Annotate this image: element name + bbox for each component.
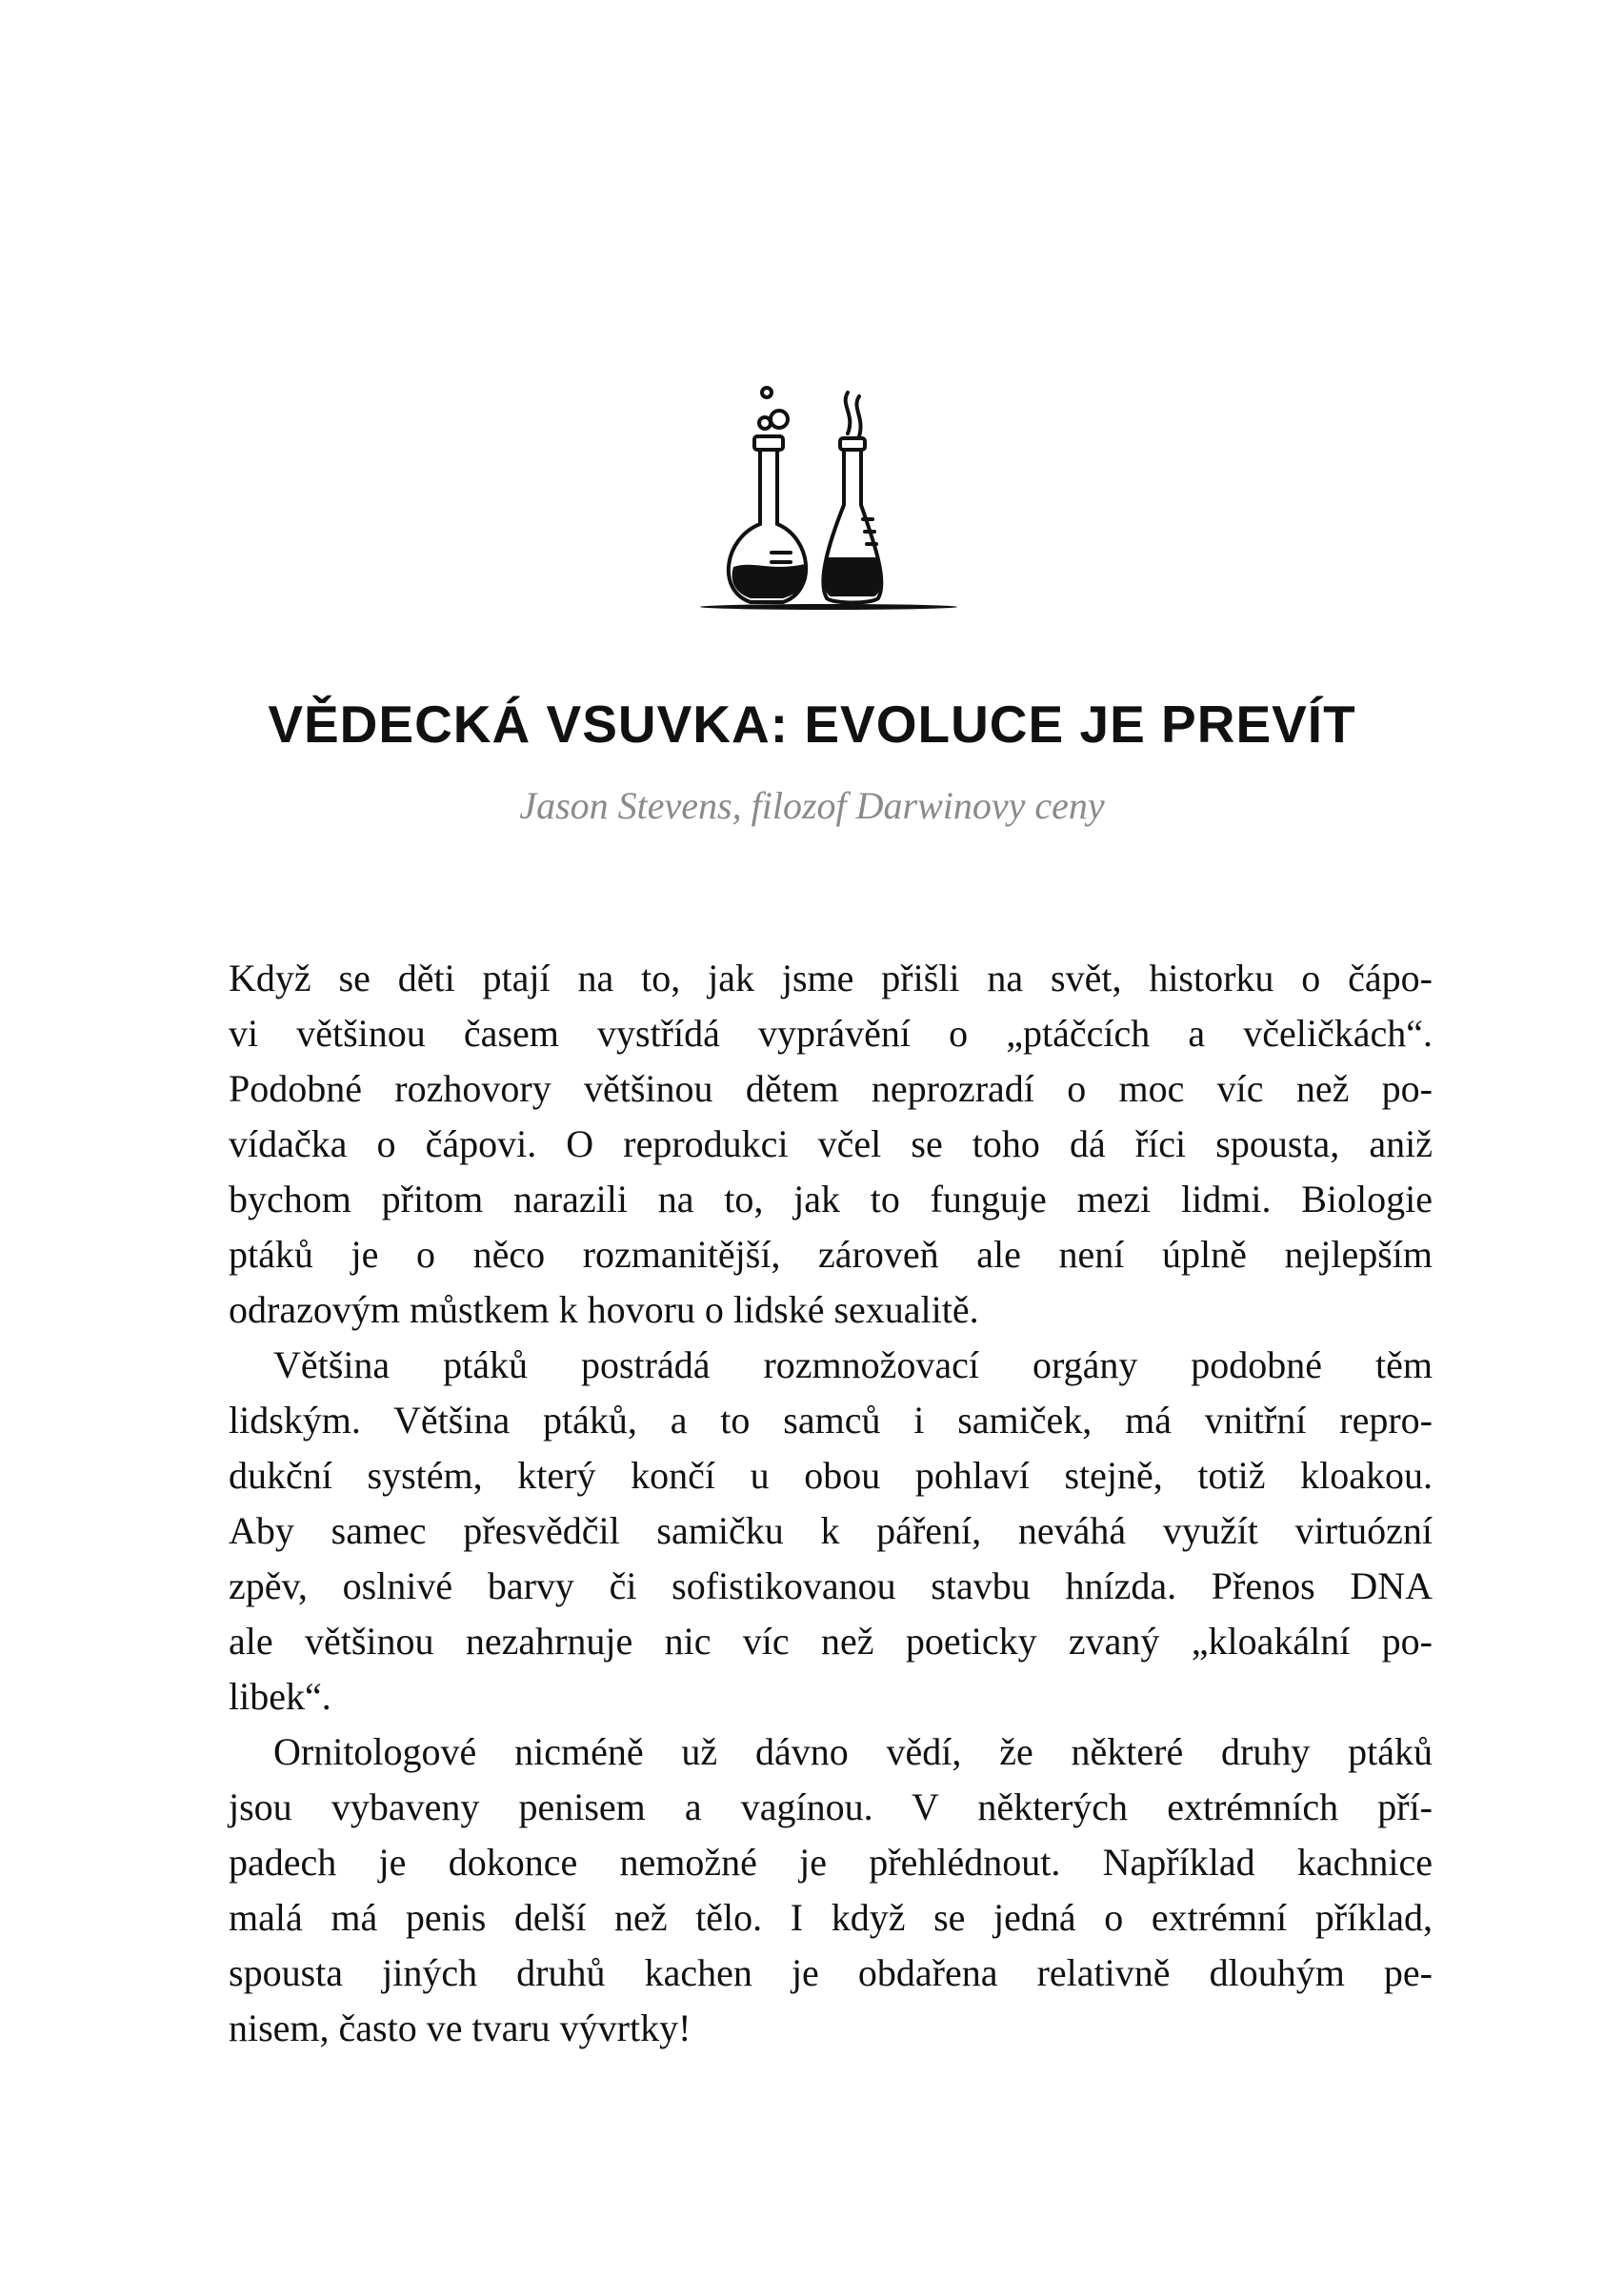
text-line: Podobné rozhovory většinou dětem neprozradí o moc víc než po- <box>229 1067 1433 1110</box>
section-title: VĚDECKÁ VSUVKA: EVOLUCE JE PREVÍT <box>268 695 1356 754</box>
paragraph <box>229 1724 1433 2056</box>
text-line: jsou vybaveny penisem a vagínou. V některých extrémních pří- <box>229 1785 1433 1828</box>
text-line: bychom přitom narazili na to, jak to funguje mezi lidmi. Biologie <box>229 1178 1433 1220</box>
text-line: Aby samec přesvědčil samičku k páření, neváhá využít virtuózní <box>229 1509 1433 1552</box>
text-line: nisem, často ve tvaru vývrtky! <box>229 2007 692 2049</box>
paragraph <box>229 951 1433 1338</box>
body-text <box>229 951 1433 2056</box>
text-line: ptáků je o něco rozmanitější, zároveň ale není úplně nejlepším <box>229 1233 1433 1276</box>
paragraph <box>229 1338 1433 1724</box>
text-line: malá má penis delší než tělo. I když se jedná o extrémní příklad, <box>229 1896 1433 1939</box>
section-subtitle: Jason Stevens, filozof Darwinovy ceny <box>519 784 1105 827</box>
text-line: Když se děti ptají na to, jak jsme přišli na svět, historku o čápo- <box>229 957 1433 999</box>
text-line: libek“. <box>229 1675 331 1718</box>
text-line: lidským. Většina ptáků, a to samců i samiček, má vnitřní repro- <box>229 1399 1433 1442</box>
chemistry-flasks-icon <box>695 381 962 610</box>
text-line: dukční systém, který končí u obou pohlaví stejně, totiž kloakou. <box>229 1454 1433 1497</box>
text-line: zpěv, oslnivé barvy či sofistikovanou stavbu hnízda. Přenos DNA <box>229 1564 1433 1607</box>
text-line: Ornitologové nicméně už dávno vědí, že některé druhy ptáků <box>273 1730 1433 1773</box>
text-line: spousta jiných druhů kachen je obdařena relativně dlouhým pe- <box>229 1951 1433 1994</box>
text-line: vi většinou časem vystřídá vyprávění o „ptáčcích a včeličkách“. <box>229 1012 1433 1055</box>
text-line: odrazovým můstkem k hovoru o lidské sexualitě. <box>229 1288 979 1331</box>
text-line: vídačka o čápovi. O reprodukci včel se toho dá říci spousta, aniž <box>229 1122 1433 1165</box>
text-line: padech je dokonce nemožné je přehlédnout. Například kachnice <box>229 1841 1433 1884</box>
text-line: Většina ptáků postrádá rozmnožovací orgány podobné těm <box>273 1343 1433 1386</box>
text-line: ale většinou nezahrnuje nic víc než poeticky zvaný „kloakální po- <box>229 1620 1433 1663</box>
